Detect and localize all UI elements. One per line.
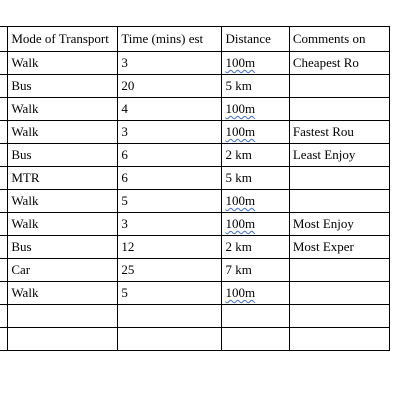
time-cell: 5 bbox=[118, 190, 222, 213]
time-cell: 12 bbox=[118, 236, 222, 259]
mode-cell: Walk bbox=[8, 52, 118, 75]
spellcheck-underlined-text: 100m bbox=[225, 124, 256, 139]
table-row bbox=[0, 75, 390, 98]
table-row bbox=[0, 121, 390, 144]
comment-cell: Most Enjoy bbox=[289, 213, 389, 236]
comment-cell bbox=[289, 190, 389, 213]
comment-cell bbox=[289, 98, 389, 121]
table-row bbox=[0, 167, 390, 190]
time-cell: 4 bbox=[118, 98, 222, 121]
table-row bbox=[0, 190, 390, 213]
table-row bbox=[0, 259, 390, 282]
spellcheck-underlined-text: 100m bbox=[225, 285, 256, 300]
comment-cell bbox=[289, 259, 389, 282]
table-row bbox=[0, 213, 390, 236]
time-cell bbox=[118, 305, 222, 328]
mode-cell: Walk bbox=[8, 213, 118, 236]
row-cell-blank bbox=[0, 282, 8, 305]
time-cell: 6 bbox=[118, 167, 222, 190]
table-row bbox=[0, 236, 390, 259]
distance-cell bbox=[222, 328, 289, 351]
distance-cell bbox=[222, 282, 289, 305]
distance-cell: 7 km bbox=[222, 259, 289, 282]
row-cell-blank bbox=[0, 98, 8, 121]
distance-cell bbox=[222, 190, 289, 213]
time-cell: 6 bbox=[118, 144, 222, 167]
table-row bbox=[0, 144, 390, 167]
mode-cell: Walk bbox=[8, 98, 118, 121]
comment-cell bbox=[289, 75, 389, 98]
spellcheck-underlined-text: 100m bbox=[225, 101, 256, 116]
comment-cell bbox=[289, 305, 389, 328]
distance-cell: 2 km bbox=[222, 144, 289, 167]
time-cell: 3 bbox=[118, 213, 222, 236]
table-header-row bbox=[0, 27, 390, 52]
table-row bbox=[0, 98, 390, 121]
table-row bbox=[0, 305, 390, 328]
comment-cell bbox=[289, 167, 389, 190]
mode-cell: Car bbox=[8, 259, 118, 282]
distance-cell: 5 km bbox=[222, 167, 289, 190]
header-cell-mode: Mode of Transport bbox=[8, 27, 118, 52]
row-cell-blank bbox=[0, 167, 8, 190]
distance-cell: 2 km bbox=[222, 236, 289, 259]
distance-cell bbox=[222, 52, 289, 75]
comment-cell: Fastest Rou bbox=[289, 121, 389, 144]
time-cell: 20 bbox=[118, 75, 222, 98]
table-row bbox=[0, 282, 390, 305]
distance-cell bbox=[222, 98, 289, 121]
table-body bbox=[0, 27, 390, 351]
header-cell-comments: Comments on bbox=[289, 27, 389, 52]
time-cell: 3 bbox=[118, 52, 222, 75]
comment-cell bbox=[289, 328, 389, 351]
row-cell-blank bbox=[0, 121, 8, 144]
row-cell-blank bbox=[0, 52, 8, 75]
time-cell bbox=[118, 328, 222, 351]
time-cell: 5 bbox=[118, 282, 222, 305]
distance-cell bbox=[222, 305, 289, 328]
distance-cell bbox=[222, 121, 289, 144]
spellcheck-underlined-text: 100m bbox=[225, 193, 256, 208]
spellcheck-underlined-text: 100m bbox=[225, 55, 256, 70]
mode-cell: Bus bbox=[8, 236, 118, 259]
distance-cell bbox=[222, 213, 289, 236]
mode-cell bbox=[8, 305, 118, 328]
row-cell-blank bbox=[0, 236, 8, 259]
transport-table bbox=[0, 26, 390, 351]
mode-cell bbox=[8, 328, 118, 351]
time-cell: 3 bbox=[118, 121, 222, 144]
comment-cell bbox=[289, 282, 389, 305]
mode-cell: Bus bbox=[8, 144, 118, 167]
mode-cell: Walk bbox=[8, 190, 118, 213]
comment-cell: Most Exper bbox=[289, 236, 389, 259]
row-cell-blank bbox=[0, 328, 8, 351]
header-cell-time: Time (mins) est bbox=[118, 27, 222, 52]
header-cell-blank bbox=[0, 27, 8, 52]
comment-cell: Least Enjoy bbox=[289, 144, 389, 167]
table-row bbox=[0, 52, 390, 75]
comment-cell: Cheapest Ro bbox=[289, 52, 389, 75]
spellcheck-underlined-text: 100m bbox=[225, 216, 256, 231]
mode-cell: MTR bbox=[8, 167, 118, 190]
row-cell-blank bbox=[0, 305, 8, 328]
table-row bbox=[0, 328, 390, 351]
row-cell-blank bbox=[0, 213, 8, 236]
row-cell-blank bbox=[0, 259, 8, 282]
mode-cell: Walk bbox=[8, 282, 118, 305]
row-cell-blank bbox=[0, 190, 8, 213]
header-cell-distance: Distance bbox=[222, 27, 289, 52]
mode-cell: Walk bbox=[8, 121, 118, 144]
row-cell-blank bbox=[0, 75, 8, 98]
row-cell-blank bbox=[0, 144, 8, 167]
mode-cell: Bus bbox=[8, 75, 118, 98]
distance-cell: 5 km bbox=[222, 75, 289, 98]
time-cell: 25 bbox=[118, 259, 222, 282]
